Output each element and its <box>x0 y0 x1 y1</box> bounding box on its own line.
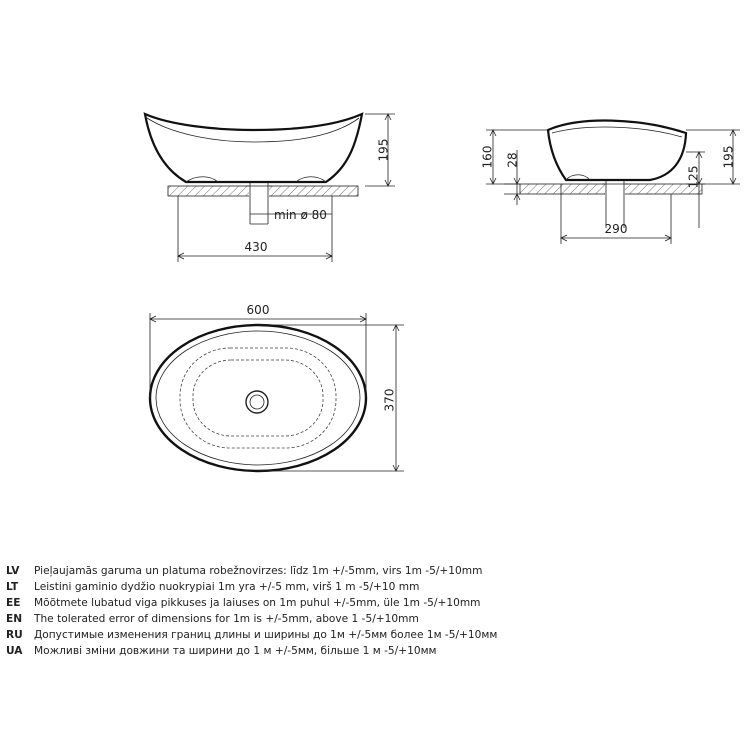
note-item <box>6 627 746 643</box>
side-drain-hole <box>605 183 625 195</box>
note-text: Допустимые изменения границ длины и ширины до 1м +/-5мм более 1м -5/+10мм <box>34 629 498 641</box>
front-width-label: 430 <box>244 240 268 254</box>
note-item <box>6 643 746 659</box>
front-drain-hole <box>249 185 269 197</box>
note-text: The tolerated error of dimensions for 1m is +/-5mm, above 1 -5/+10mm <box>34 613 419 625</box>
top-width-label: 370 <box>382 388 397 412</box>
front-height-label: 195 <box>376 138 391 162</box>
side-view <box>481 121 741 244</box>
side-drain-height-label: 125 <box>686 165 701 189</box>
front-view <box>145 114 395 262</box>
note-item <box>6 563 746 579</box>
note-item <box>6 595 746 611</box>
side-total-height-label: 160 <box>480 145 495 169</box>
note-language-code: LT <box>6 581 19 593</box>
note-text: Можливі зміни довжини та ширини до 1 м +/-5мм, більше 1 м -5/+10мм <box>34 645 437 657</box>
note-item <box>6 579 746 595</box>
front-basin <box>145 114 362 182</box>
note-language-code: UA <box>6 645 23 657</box>
note-text: Mõõtmete lubatud viga pikkuses ja laiuses on 1m puhul +/-5mm, üle 1m -5/+10mm <box>34 597 481 609</box>
side-width-label: 290 <box>604 222 628 236</box>
front-drain-label: min ø 80 <box>274 208 327 222</box>
note-item <box>6 611 746 627</box>
note-language-code: EN <box>6 613 23 625</box>
side-depth-label: 28 <box>505 152 520 168</box>
top-length-label: 600 <box>246 303 270 317</box>
note-language-code: RU <box>6 629 23 641</box>
top-view <box>150 303 404 471</box>
tolerance-notes <box>6 563 746 659</box>
note-language-code: LV <box>6 565 20 577</box>
side-height-label: 195 <box>721 145 736 169</box>
note-language-code: EE <box>6 597 21 609</box>
note-text: Pieļaujamās garuma un platuma robežnovirzes: līdz 1m +/-5mm, virs 1m -5/+10mm <box>34 565 483 577</box>
top-basin-outline <box>150 325 366 471</box>
note-text: Leistini gaminio dydžio nuokrypiai 1m yra +/-5 mm, virš 1 m -5/+10 mm <box>34 581 420 593</box>
